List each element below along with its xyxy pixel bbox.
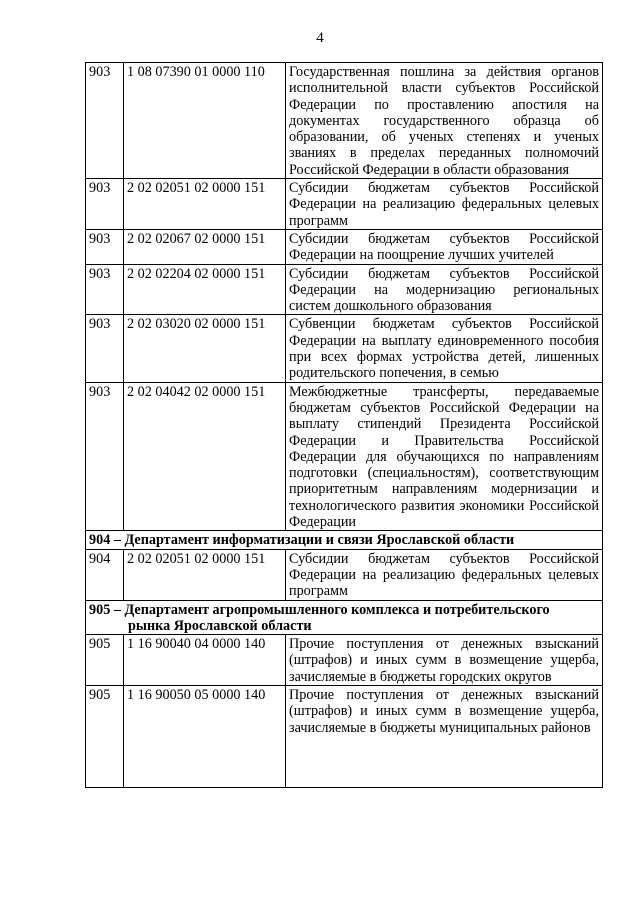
- revenue-description: Межбюджетные трансферты, передаваемые бюджетам субъектов Российской Федерации на выплату стипендий Президента Российской Федерации и Правительства Российской Федерации для обучающихся по направлениям подготовки (специальностям), соответствующим приоритетным направлениям модернизации и технологического развития экономики Российской Федерации: [286, 382, 603, 531]
- budget-code: 2 02 02051 02 0000 151: [124, 549, 286, 600]
- admin-code: 903: [86, 382, 124, 531]
- department-heading: [86, 600, 603, 635]
- table-row: [86, 382, 603, 531]
- budget-code: 1 16 90050 05 0000 140: [124, 685, 286, 787]
- budget-code: 2 02 02204 02 0000 151: [124, 264, 286, 315]
- revenue-description: Субсидии бюджетам субъектов Российской Федерации на поощрение лучших учителей: [286, 229, 603, 264]
- revenue-description: Государственная пошлина за действия органов исполнительной власти субъектов Российской Федерации по проставлению апостиля на документах государственного образца об образовании, об ученых степенях и ученых званиях в пределах переданных полномочий Российской Федерации в области образования: [286, 63, 603, 179]
- budget-code: 2 02 02067 02 0000 151: [124, 229, 286, 264]
- department-header-row: [86, 600, 603, 635]
- table-row: [86, 229, 603, 264]
- table-row: [86, 264, 603, 315]
- budget-classification-table: [85, 62, 603, 788]
- revenue-description: Прочие поступления от денежных взысканий (штрафов) и иных сумм в возмещение ущерба, зачисляемые в бюджеты городских округов: [286, 635, 603, 686]
- table-row: [86, 179, 603, 230]
- table-row: [86, 635, 603, 686]
- admin-code: 903: [86, 264, 124, 315]
- budget-code: 1 08 07390 01 0000 110: [124, 63, 286, 179]
- admin-code: 903: [86, 229, 124, 264]
- revenue-description: Субсидии бюджетам субъектов Российской Федерации на реализацию федеральных целевых программ: [286, 549, 603, 600]
- table-row: [86, 685, 603, 787]
- budget-code: 2 02 03020 02 0000 151: [124, 315, 286, 382]
- admin-code: 905: [86, 685, 124, 787]
- revenue-description: Субсидии бюджетам субъектов Российской Федерации на реализацию федеральных целевых программ: [286, 179, 603, 230]
- department-heading-line-2: рынка Ярославской области: [128, 617, 312, 634]
- admin-code: 903: [86, 315, 124, 382]
- department-heading-line: 905 – Департамент агропромышленного комплекса и потребительского: [89, 601, 550, 618]
- admin-code: 903: [86, 63, 124, 179]
- table-row: [86, 63, 603, 179]
- department-heading: [86, 531, 603, 549]
- admin-code: 903: [86, 179, 124, 230]
- budget-code: 1 16 90040 04 0000 140: [124, 635, 286, 686]
- page-number: 4: [316, 30, 324, 46]
- budget-code: 2 02 02051 02 0000 151: [124, 179, 286, 230]
- admin-code: 905: [86, 635, 124, 686]
- table-row: [86, 549, 603, 600]
- admin-code: 904: [86, 549, 124, 600]
- revenue-description: Субсидии бюджетам субъектов Российской Федерации на модернизацию региональных систем дошкольного образования: [286, 264, 603, 315]
- revenue-description: Прочие поступления от денежных взысканий (штрафов) и иных сумм в возмещение ущерба, зачисляемые в бюджеты муниципальных районов: [286, 685, 603, 787]
- department-header-row: [86, 531, 603, 549]
- revenue-description: Субвенции бюджетам субъектов Российской Федерации на выплату единовременного пособия при всех формах устройства детей, лишенных родительского попечения, в семью: [286, 315, 603, 382]
- budget-code: 2 02 04042 02 0000 151: [124, 382, 286, 531]
- department-heading-line: 904 – Департамент информатизации и связи Ярославской области: [89, 532, 515, 549]
- table-row: [86, 315, 603, 382]
